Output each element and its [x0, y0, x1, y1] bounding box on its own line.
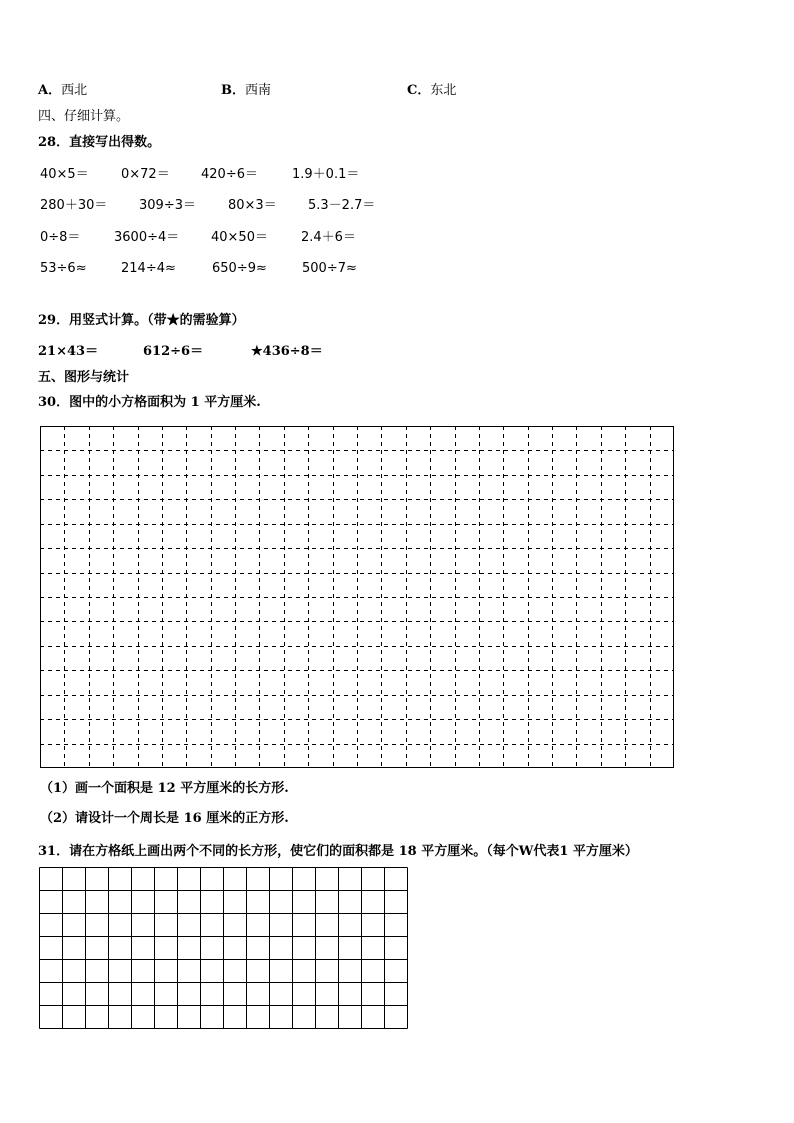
- q29-item-2: 612÷6＝: [143, 344, 204, 359]
- q30-title: 30．图中的小方格面积为 1 平方厘米.: [38, 395, 261, 410]
- q28-r4c1: 53÷6≈: [40, 261, 87, 276]
- q28-r2c3: 80×3＝: [228, 198, 277, 213]
- q28-r4c4: 500÷7≈: [302, 261, 357, 276]
- q28-r3c1: 0÷8＝: [40, 230, 81, 245]
- q30-grid-lines: [40, 426, 674, 768]
- q28-r3c3: 40×50＝: [211, 230, 268, 245]
- q30-dashed-grid[interactable]: [40, 426, 674, 768]
- choice-a: [38, 83, 87, 99]
- choice-b-label: B．: [221, 83, 245, 98]
- q28-r1c1: 40×5＝: [40, 167, 89, 182]
- q28-r3c2: 3600÷4＝: [114, 230, 180, 245]
- q31-grid-lines: [40, 868, 408, 1029]
- q28-r2c1: 280＋30＝: [40, 198, 108, 213]
- q28-r1c4: 1.9＋0.1＝: [292, 167, 360, 182]
- q29-item-3: ★436÷8＝: [251, 344, 323, 359]
- q29-item-1: 21×43＝: [38, 344, 99, 359]
- q28-r1c2: 0×72＝: [121, 167, 170, 182]
- choice-a-text: 西北: [61, 83, 88, 98]
- choice-c-text: 东北: [430, 83, 457, 98]
- section4-title: 四、仔细计算。: [38, 109, 130, 124]
- choice-c: [407, 83, 456, 99]
- section5-title: 五、图形与统计: [38, 370, 130, 385]
- q30-sub2: （2）请设计一个周长是 16 厘米的正方形.: [40, 811, 289, 826]
- q28-title: 28．直接写出得数。: [38, 135, 161, 150]
- q28-r4c2: 214÷4≈: [121, 261, 176, 276]
- q28-r4c3: 650÷9≈: [212, 261, 267, 276]
- choice-b: [221, 83, 271, 99]
- choice-a-label: A．: [38, 83, 62, 98]
- q31-square-grid[interactable]: [39, 867, 409, 1030]
- choice-c-label: C．: [407, 83, 431, 98]
- q28-r3c4: 2.4＋6＝: [301, 230, 356, 245]
- q28-r1c3: 420÷6＝: [201, 167, 258, 182]
- q28-r2c2: 309÷3＝: [139, 198, 196, 213]
- q29-title: 29．用竖式计算。（带★的需验算）: [38, 313, 245, 328]
- q28-r2c4: 5.3－2.7＝: [308, 198, 376, 213]
- q31-title: 31．请在方格纸上画出两个不同的长方形，使它们的面积都是 18 平方厘米。（每个W代表1 平方厘米）: [38, 844, 638, 859]
- q30-sub1: （1）画一个面积是 12 平方厘米的长方形.: [40, 781, 289, 796]
- choice-b-text: 西南: [245, 83, 272, 98]
